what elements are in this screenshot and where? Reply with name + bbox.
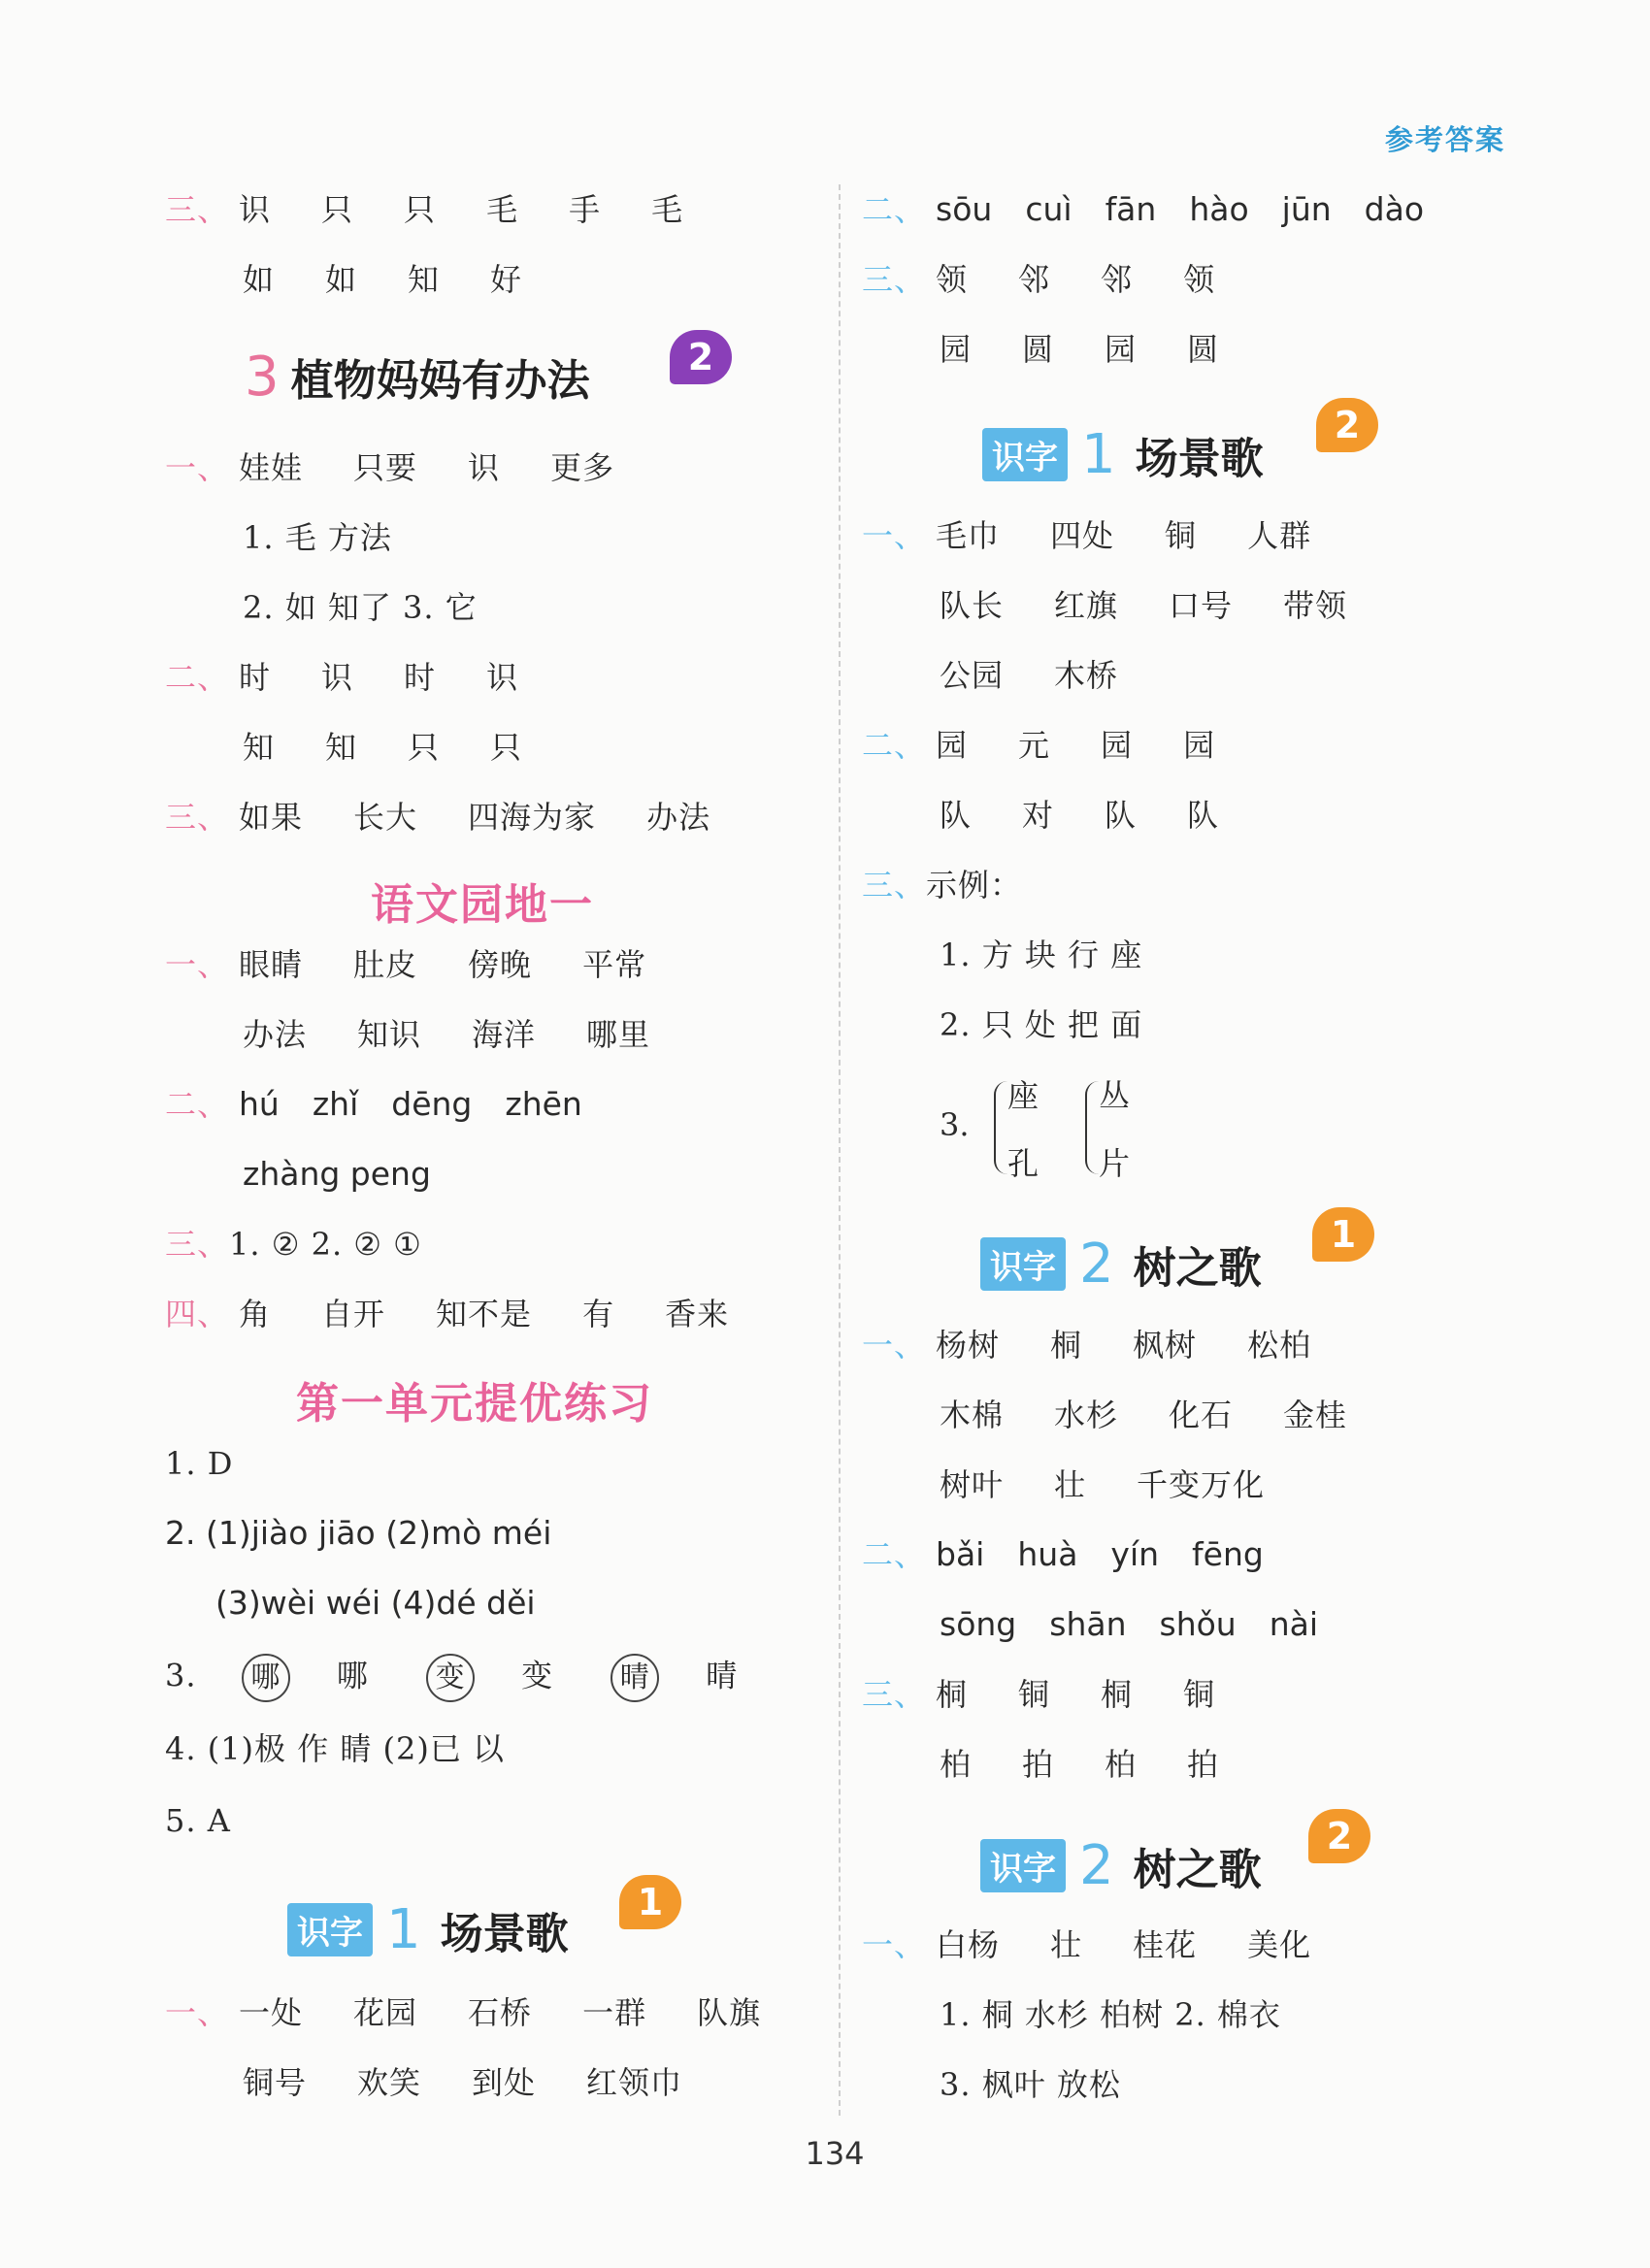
answer-word: 桂花 [1133,1926,1198,1963]
answer-line [940,330,1270,369]
answer-word: 如果 [239,799,304,836]
shizi-tag: 识字 [980,1839,1066,1892]
answer-word: 壮 [1050,1926,1083,1963]
lesson-name: 场景歌 [440,1909,569,1959]
item-number: 二、 [862,727,927,764]
item-number: 二、 [862,1536,927,1573]
answer-line [243,1015,701,1054]
answer-line [862,1675,1266,1714]
answer-word: 知 [243,729,276,766]
answer-word: 眼睛 [239,946,304,983]
answer-word: dēng [391,1085,473,1123]
circled-char: 哪 [242,1654,290,1702]
answer-word: 领 [936,261,969,298]
answer-char: 丛 [1099,1077,1131,1114]
answer-line [165,1085,615,1124]
answer-word: nài [1269,1605,1319,1643]
answer-word: 毛巾 [936,517,1001,554]
item-number: 一、 [165,1994,230,2031]
answer-line [165,1225,422,1264]
answer-word: 邻 [1018,261,1051,298]
answer-line [165,1295,779,1333]
answer-line [862,1925,1362,1964]
answer-line: (3)wèi wéi (4)dé děi [215,1584,536,1622]
answer-word: 四海为家 [468,799,597,836]
shizi-tag: 识字 [287,1903,373,1956]
lesson-number: 3 [245,345,280,409]
answer-word: 壮 [1054,1466,1087,1503]
answer-word: 只要 [353,449,418,486]
answer-word: 香来 [665,1296,730,1332]
answer-word: 如 [325,261,358,298]
answer-word: 更多 [550,449,615,486]
answer-word: 领 [1183,261,1216,298]
lesson-title [245,345,590,409]
question-number: 3. [165,1657,197,1694]
level-badge: 2 [1308,1809,1370,1863]
answer-word: 哪里 [586,1016,651,1053]
answer-word: 角 [239,1296,272,1332]
answer-word: 傍晚 [468,946,533,983]
answer-line [940,1745,1270,1784]
answer-word: 水杉 [1054,1397,1119,1433]
level-badge: 2 [670,330,732,384]
level-badge: 1 [1312,1207,1374,1262]
answer-line [862,260,1266,299]
answer-word: 柏 [1105,1746,1138,1783]
lesson-number: 2 [1079,1233,1114,1296]
brace-answer [940,1071,1192,1188]
answer-word: 识 [468,449,501,486]
answer-word: shǒu [1159,1605,1237,1643]
answer-word: 办法 [243,1016,308,1053]
answer-word: 只 [404,191,437,228]
answer-word: hú [239,1085,280,1123]
item-number: 三、 [165,1226,230,1263]
answer-word: 圆 [1187,331,1220,368]
section-title: 第一单元提优练习 [296,1379,653,1429]
answer-word: 杨树 [936,1327,1001,1364]
lesson-number: 1 [1081,423,1116,486]
answer-word: 圆 [1022,331,1055,368]
answer-word: 时 [404,659,437,696]
item-number: 四、 [165,1296,230,1332]
item-number: 二、 [165,1086,230,1123]
lesson-title [982,423,1264,486]
answer-word: 拍 [1187,1746,1220,1783]
answer-word: 花园 [353,1994,418,2031]
answer-line: 1. 毛 方法 [243,519,392,556]
answer-word: 铜号 [243,2064,308,2101]
answer-line [243,2063,733,2102]
answer-char: 晴 [706,1657,739,1694]
answer-word: 毛 [651,191,684,228]
answer-word: zhǐ [312,1085,359,1123]
answer-word: 自开 [321,1296,386,1332]
answer-word: fēng [1192,1535,1264,1573]
answer-word: 枫树 [1133,1327,1198,1364]
answer-line [243,728,573,767]
lesson-title [287,1898,569,1961]
answer-line: 1. D [165,1445,234,1482]
item-number: 三、 [165,191,230,228]
answer-word: 一群 [582,1994,647,2031]
answer-word: 对 [1022,797,1055,834]
answer-word: 到处 [472,2064,537,2101]
answer-word: huà [1017,1535,1078,1573]
header-answer-label: 参考答案 [1385,123,1506,156]
answer-char: 座 [1007,1077,1040,1114]
item-number: 三、 [862,867,927,904]
answer-line: 3. 枫叶 放松 [940,2066,1121,2103]
answer-word: jūn [1281,190,1332,228]
answer-line [940,1396,1398,1434]
answer-word: 红旗 [1054,587,1119,624]
lesson-name: 树之歌 [1133,1845,1262,1895]
item-number: 二、 [862,191,927,228]
answer-line [940,586,1398,625]
answer-line [165,798,761,837]
answer-word: 肚皮 [353,946,418,983]
answer-word: 只 [408,729,441,766]
answer-word: 带领 [1283,587,1348,624]
answer-word: 公园 [940,657,1005,694]
answer-word: 石桥 [468,1994,533,2031]
lesson-name: 场景歌 [1135,434,1264,484]
answer-word: 办法 [646,799,711,836]
answer-word: 一处 [239,1994,304,2031]
answer-word: 元 [1018,727,1051,764]
item-number: 一、 [165,946,230,983]
level-badge: 2 [1316,398,1378,452]
answer-word: 长大 [353,799,418,836]
answer-word: 好 [490,261,523,298]
answer-text: 示例： [926,867,1023,904]
answer-word: 识 [321,659,354,696]
answer-word: 邻 [1101,261,1134,298]
item-number: 三、 [165,799,230,836]
answer-line: 1. 桐 水杉 柏树 2. 棉衣 [940,1996,1281,2033]
answer-word: 园 [936,727,969,764]
answer-word: 金桂 [1283,1397,1348,1433]
answer-word: 桐 [1050,1327,1083,1364]
answer-char: 片 [1099,1145,1131,1182]
answer-word: dào [1364,190,1425,228]
answer-word: 队 [1187,797,1220,834]
answer-word: 拍 [1022,1746,1055,1783]
answer-word: 知 [408,261,441,298]
answer-word: 知不是 [436,1296,533,1332]
level-badge: 1 [619,1875,681,1929]
answer-word: 只 [490,729,523,766]
answer-line [165,658,569,697]
item-number: 一、 [862,517,927,554]
answer-word: 平常 [582,946,647,983]
answer-word: sōu [936,190,993,228]
answer-word: 铜 [1018,1676,1051,1713]
circled-char: 变 [426,1654,475,1702]
section-title: 语文园地一 [371,880,594,930]
answer-word: 队长 [940,587,1005,624]
answer-line: 4. (1)极 作 睛 (2)已 以 [165,1730,506,1767]
answer-word: 桐 [1101,1676,1134,1713]
answer-line [165,190,734,229]
answer-word: 铜 [1165,517,1198,554]
answer-word: 知识 [357,1016,422,1053]
answer-line [940,1605,1351,1644]
answer-word: 园 [1101,727,1134,764]
answer-line [862,726,1266,765]
answer-word: 队 [940,797,973,834]
item-number: 一、 [165,449,230,486]
answer-line [165,1654,738,1702]
answer-word: 如 [243,261,276,298]
answer-word: shān [1049,1605,1127,1643]
answer-word: 海洋 [472,1016,537,1053]
answer-word: 知 [325,729,358,766]
lesson-title [980,1233,1262,1296]
page-number: 134 [805,2135,865,2172]
answer-line: 5. A [165,1802,231,1839]
item-number: 二、 [165,659,230,696]
answer-word: 队 [1105,797,1138,834]
answer-line [940,1465,1315,1504]
answer-word: 园 [1183,727,1216,764]
answer-word: 松柏 [1247,1327,1312,1364]
answer-line: 1. 方 块 行 座 [940,937,1143,973]
shizi-tag: 识字 [980,1237,1066,1291]
answer-word: 铜 [1183,1676,1216,1713]
answer-line: 2. (1)jiào jiāo (2)mò méi [165,1514,552,1552]
answer-word: 娃娃 [239,449,304,486]
lesson-name: 树之歌 [1133,1243,1262,1294]
answer-line [862,190,1457,229]
question-number: 3. [940,1106,970,1143]
answer-word: 手 [569,191,602,228]
answer-line [862,866,1022,904]
shizi-tag: 识字 [982,428,1068,481]
answer-line [940,656,1169,695]
answer-word: hào [1189,190,1249,228]
answer-word: 桐 [936,1676,969,1713]
answer-word: 树叶 [940,1466,1005,1503]
lesson-number: 2 [1079,1834,1114,1897]
answer-text: 1. ② 2. ② ① [229,1226,422,1263]
answer-word: yín [1110,1535,1160,1573]
answer-word: 口号 [1169,587,1234,624]
lesson-number: 1 [386,1898,421,1961]
item-number: 三、 [862,261,927,298]
answer-line [862,1535,1297,1574]
answer-word: 柏 [940,1746,973,1783]
answer-word: bǎi [936,1535,985,1573]
answer-word: 四处 [1050,517,1115,554]
answer-line [165,945,697,984]
answer-word: 木桥 [1054,657,1119,694]
answer-word: 美化 [1247,1926,1312,1963]
answer-word: 队旗 [697,1994,762,2031]
answer-char: 哪 [336,1657,369,1694]
answer-line: zhàng peng [243,1155,431,1193]
lesson-name: 植物妈妈有办法 [290,356,590,406]
answer-word: 毛 [486,191,519,228]
answer-word: 千变万化 [1137,1466,1266,1503]
answer-word: 白杨 [936,1926,1001,1963]
item-number: 一、 [862,1327,927,1364]
answer-word: 红领巾 [586,2064,683,2101]
answer-line [165,448,665,487]
answer-word: cuì [1025,190,1072,228]
answer-word: 只 [321,191,354,228]
answer-word: 人群 [1247,517,1312,554]
answer-line [165,1993,811,2032]
answer-char: 孔 [1007,1145,1040,1182]
answer-word: 有 [582,1296,615,1332]
answer-word: 化石 [1169,1397,1234,1433]
answer-line: 2. 只 处 把 面 [940,1006,1143,1043]
answer-word: 园 [1105,331,1138,368]
lesson-title [980,1834,1262,1897]
answer-word: 欢笑 [357,2064,422,2101]
answer-line [862,516,1362,555]
answer-line [862,1326,1362,1364]
answer-word: zhēn [505,1085,582,1123]
answer-line [940,796,1270,835]
answer-word: 识 [486,659,519,696]
answer-word: 时 [239,659,272,696]
column-divider [839,184,841,2116]
answer-line [243,260,573,299]
answer-word: sōng [940,1605,1017,1643]
answer-word: 木棉 [940,1397,1005,1433]
answer-word: fān [1105,190,1157,228]
answer-char: 变 [521,1657,554,1694]
item-number: 三、 [862,1676,927,1713]
answer-word: 识 [239,191,272,228]
answer-word: 园 [940,331,973,368]
circled-char: 晴 [610,1654,659,1702]
item-number: 一、 [862,1926,927,1963]
answer-line: 2. 如 知了 3. 它 [243,589,478,626]
